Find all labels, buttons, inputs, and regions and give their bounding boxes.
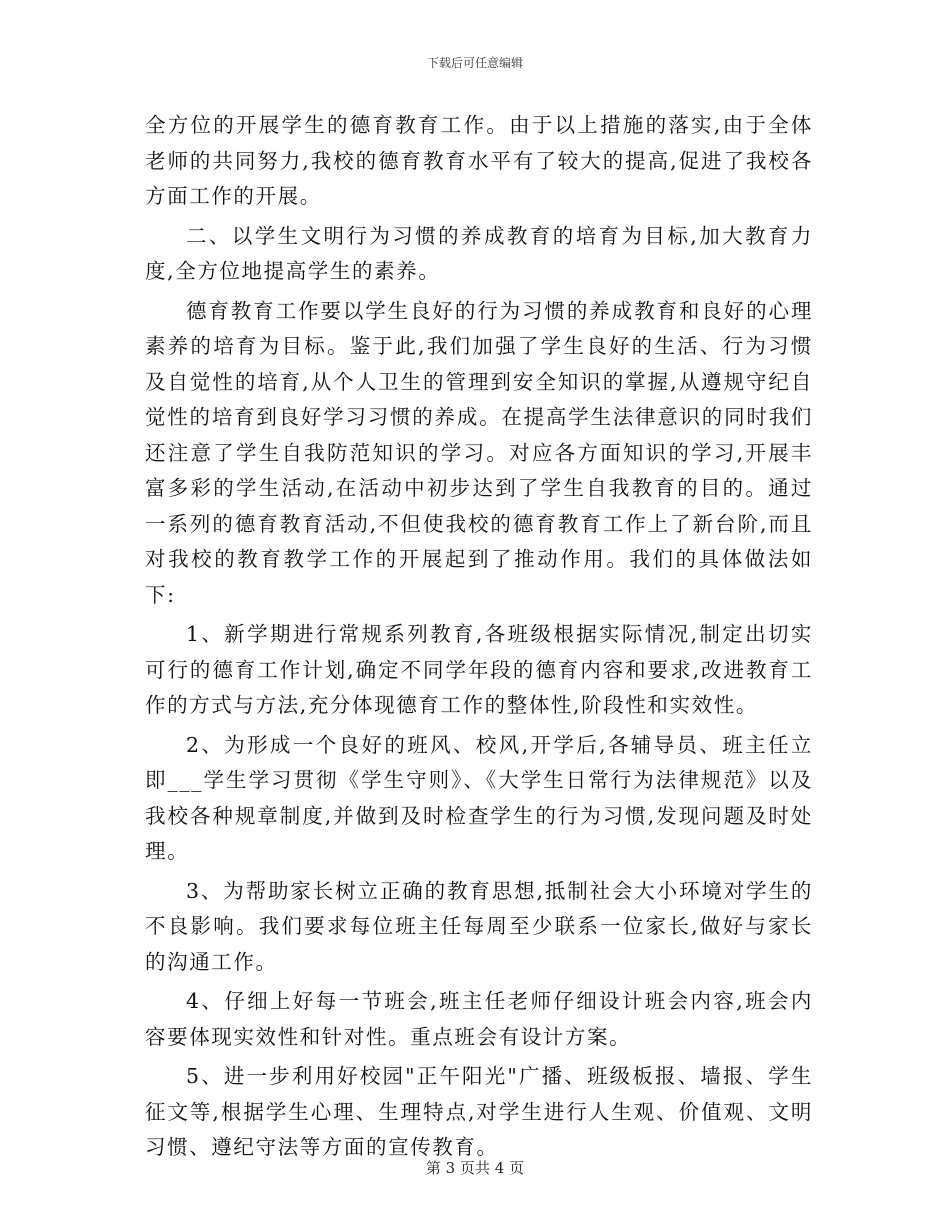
paragraph-1: 全方位的开展学生的德育教育工作。由于以上措施的落实,由于全体老师的共同努力,我校的德育教育水平有了较大的提高,促进了我校各方面工作的开展。: [145, 113, 813, 208]
paragraph-2: 二、以学生文明行为习惯的养成教育的培育为目标,加大教育力度,全方位地提高学生的素养。: [145, 223, 813, 283]
document-body: [145, 108, 813, 1170]
page-header: 下载后可任意编辑: [426, 56, 523, 70]
paragraph-7: 4、仔细上好每一节班会,班主任老师仔细设计班会内容,班会内容要体现实效性和针对性。重点班会有设计方案。: [145, 989, 813, 1049]
paragraph-6: 3、为帮助家长树立正确的教育思想,抵制社会大小环境对学生的不良影响。我们要求每位班主任每周至少联系一位家长,做好与家长的沟通工作。: [145, 878, 813, 974]
paragraph-4: 1、新学期进行常规系列教育,各班级根据实际情况,制定出切实可行的德育工作计划,确定不同学年段的德育内容和要求,改进教育工作的方式与方法,充分体现德育工作的整体性,阶段性和实效性。: [145, 622, 813, 717]
paragraph-5: 2、为形成一个良好的班风、校风,开学后,各辅导员、班主任立即___学生学习贯彻《学生守则》、《大学生日常行为法律规范》以及我校各种规章制度,并做到及时检查学生的行为习惯,发现问题及时处理。: [145, 732, 813, 863]
paragraph-3: 德育教育工作要以学生良好的行为习惯的养成教育和良好的心理素养的培育为目标。鉴于此,我们加强了学生良好的生活、行为习惯及自觉性的培育,从个人卫生的管理到安全知识的掌握,从遵规守纪自觉性的培育到良好学习习惯的养成。在提高学生法律意识的同时我们还注意了学生自我防范知识的学习。对应各方面知识的学习,开展丰富多彩的学生活动,在活动中初步达到了学生自我教育的目的。通过一系列的德育教育活动,不但使我校的德育教育工作上了新台阶,而且对我校的教育教学工作的开展起到了推动作用。我们的具体做法如下:: [145, 298, 813, 607]
paragraph-8: 5、进一步利用好校园"正午阳光"广播、班级板报、墙报、学生征文等,根据学生心理、生理特点,对学生进行人生观、价值观、文明习惯、遵纪守法等方面的宣传教育。: [145, 1064, 813, 1159]
page-footer: 第 3 页共 4 页: [425, 1159, 525, 1177]
